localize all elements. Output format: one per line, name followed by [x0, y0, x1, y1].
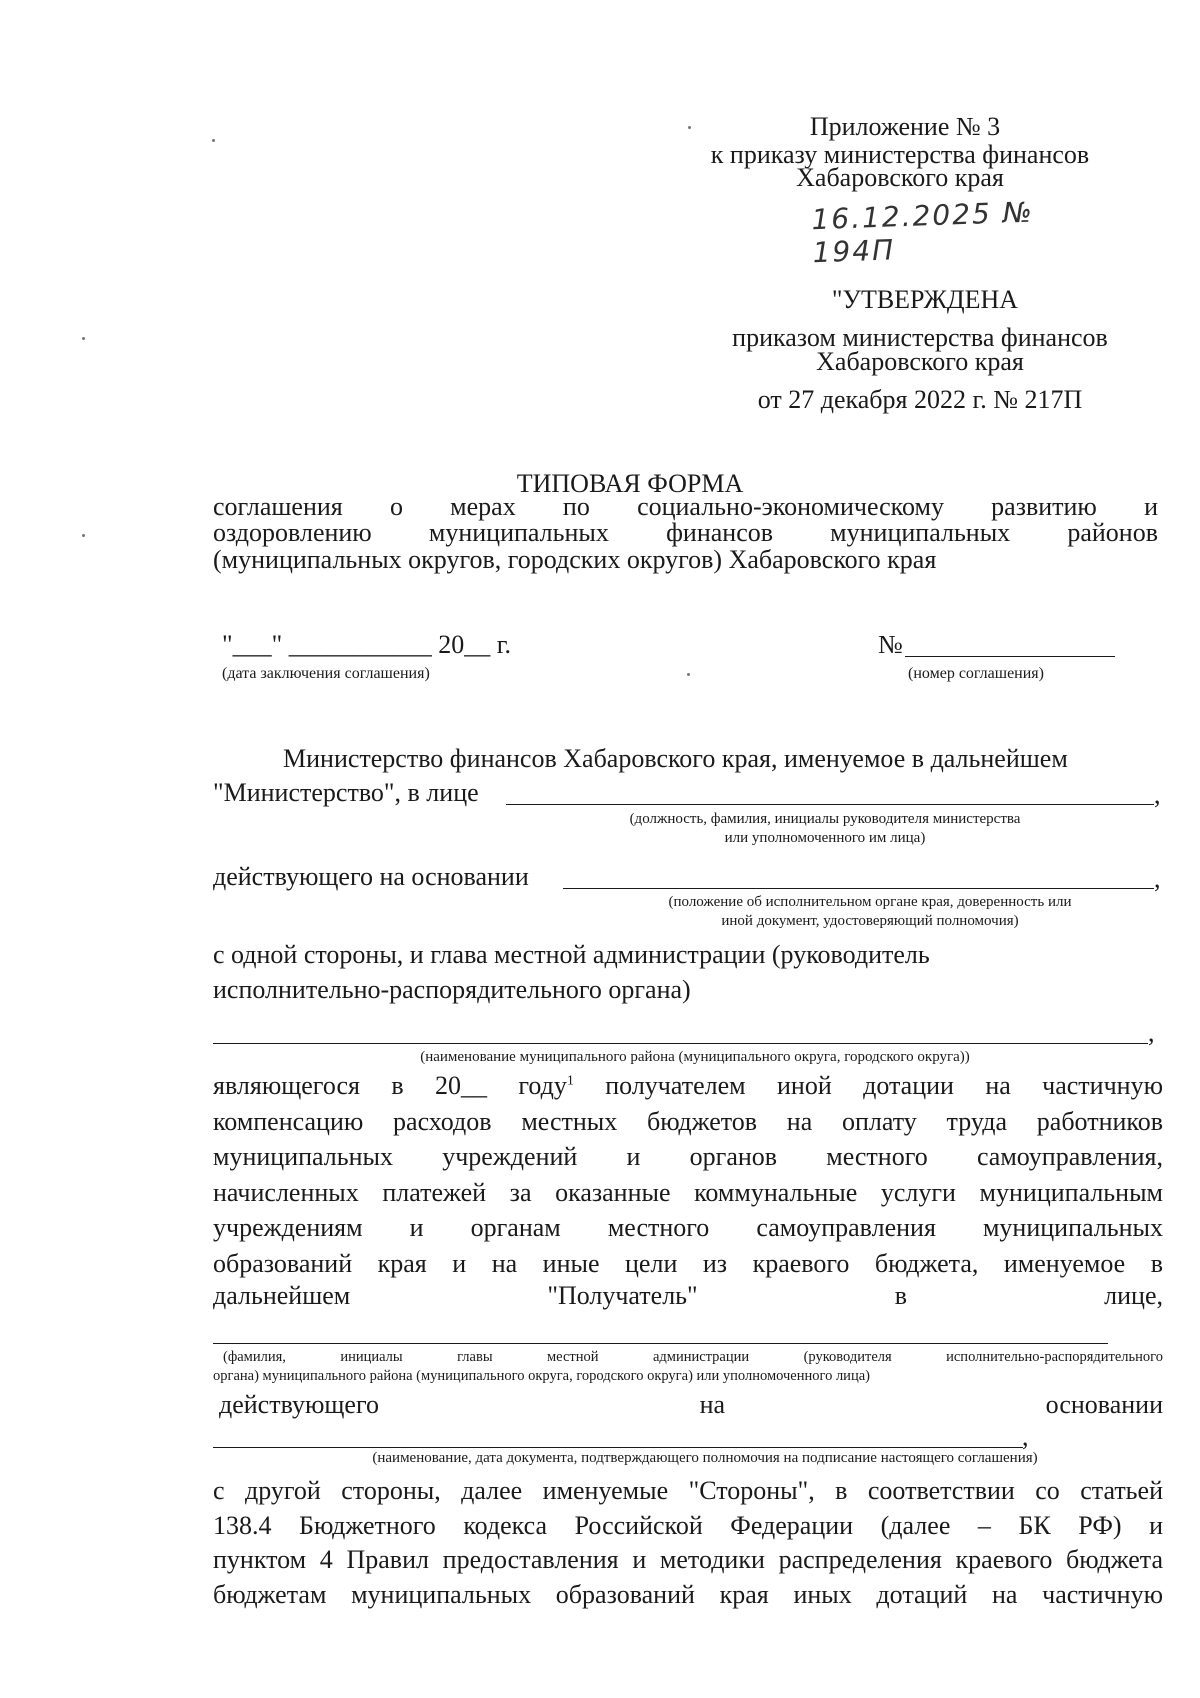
approved-date: от 27 декабря 2022 г. № 217П	[757, 385, 1083, 414]
comma: ,	[1154, 780, 1161, 809]
order-reference-line1: к приказу министерства финансов	[710, 140, 1090, 169]
paragraph-recipient-line5: учреждениям и органам местного самоуправления муниципальных	[213, 1213, 1163, 1242]
paragraph-parties-line1: с другой стороны, далее именуемые "Стороны", в соответствии со статьей	[213, 1476, 1163, 1505]
paragraph-ministry-line1: Министерство финансов Хабаровского края, именуемое в дальнейшем	[283, 744, 1068, 773]
caption-head-line2: органа) муниципального района (муниципального округа, городского округа) или уполномоченного лица)	[213, 1368, 870, 1384]
caption-ministry-line2: или уполномоченного им лица)	[724, 830, 926, 846]
municipality-name-line	[213, 1043, 1148, 1044]
paragraph-basis: действующего на основании	[213, 862, 529, 891]
word-basis: основании	[1045, 1390, 1163, 1419]
comma: ,	[1148, 1018, 1155, 1047]
scan-speck	[688, 126, 691, 129]
recipient-line1-start: являющегося в 20__ году	[213, 1071, 567, 1100]
approved-by-line2: Хабаровского края	[816, 347, 1024, 376]
comma: ,	[1154, 864, 1161, 893]
basis-line	[563, 888, 1154, 889]
caption-head-line1: (фамилия, инициалы главы местной администрации (руководителя исполнительно-распорядительного	[223, 1349, 1163, 1365]
paragraph-recipient-line3: муниципальных учреждений и органов местного самоуправления,	[213, 1142, 1163, 1171]
word-acting: действующего	[219, 1390, 379, 1419]
paragraph-ministry-line2: "Министерство", в лице	[213, 778, 479, 807]
recipient-line1-end: получателем иной дотации на частичную	[573, 1071, 1163, 1100]
comma: ,	[1022, 1422, 1029, 1451]
word-person: лице,	[1104, 1281, 1163, 1310]
agreement-number-caption: (номер соглашения)	[908, 665, 1044, 682]
paragraph-recipient	[213, 1068, 1163, 1281]
authority-document-line	[213, 1447, 1023, 1448]
caption-municipality: (наименование муниципального района (муниципального округа, городского округа))	[420, 1049, 970, 1065]
word-recipient: "Получатель"	[547, 1281, 698, 1310]
agreement-date-caption: (дата заключения соглашения)	[222, 665, 430, 682]
footnote-marker: 1	[566, 1073, 574, 1089]
head-name-line	[213, 1343, 1108, 1344]
order-reference-line2: Хабаровского края	[796, 163, 1004, 192]
handwritten-date-number: 16.12.2025 № 194П	[810, 195, 1035, 270]
form-subtitle-line1: соглашения о мерах по социально-экономическому развитию и	[213, 492, 1158, 521]
ministry-representative-line	[506, 804, 1154, 805]
scan-speck	[82, 337, 85, 340]
form-subtitle-line3: (муниципальных округов, городских округов) Хабаровского края	[213, 545, 937, 574]
paragraph-recipient-line4: начисленных платежей за оказанные коммунальные услуги муниципальным	[213, 1177, 1163, 1207]
caption-authority-document: (наименование, дата документа, подтверждающего полномочия на подписание настоящего соглашения)	[372, 1450, 1038, 1466]
agreement-number-line	[905, 656, 1115, 657]
paragraph-recipient-line1	[213, 1068, 1163, 1104]
agreement-number-sign: №	[878, 630, 903, 659]
scan-speck	[687, 673, 690, 676]
form-title: ТИПОВАЯ ФОРМА	[516, 469, 744, 498]
paragraph-parties-line2: 138.4 Бюджетного кодекса Российской Федерации (далее – БК РФ) и	[213, 1510, 1163, 1540]
caption-basis-line2: иной документ, удостоверяющий полномочия)	[721, 913, 1019, 929]
paragraph-head-line2: исполнительно-распорядительного органа)	[213, 975, 691, 1004]
agreement-date-field: "___" ___________ 20__ г.	[222, 630, 511, 659]
word-on: на	[699, 1390, 726, 1419]
word-further: дальнейшем	[213, 1281, 351, 1310]
approved-by-line1: приказом министерства финансов	[732, 323, 1108, 352]
form-subtitle	[213, 494, 1158, 574]
paragraph-parties-line3: пунктом 4 Правил предоставления и методики распределения краевого бюджета	[213, 1545, 1163, 1574]
scan-speck	[212, 139, 215, 142]
paragraph-recipient-line2: компенсацию расходов местных бюджетов на оплату труда работников	[213, 1106, 1163, 1136]
appendix-label: Приложение № 3	[809, 112, 1001, 141]
paragraph-recipient-line6: образований края и на иные цели из краевого бюджета, именуемое в	[213, 1248, 1163, 1278]
approved-heading: "УТВЕРЖДЕНА	[831, 285, 1019, 314]
paragraph-parties-line4: бюджетам муниципальных образований края иных дотаций на частичную	[213, 1579, 1163, 1609]
caption-basis-line1: (положение об исполнительном органе края, доверенность или	[668, 894, 1072, 910]
scan-speck	[82, 534, 85, 537]
form-subtitle-line2: оздоровлению муниципальных финансов муниципальных районов	[213, 518, 1158, 547]
paragraph-head-line1: с одной стороны, и глава местной администрации (руководитель	[213, 940, 930, 969]
paragraph-acting-basis	[219, 1390, 1163, 1420]
paragraph-parties	[213, 1474, 1163, 1612]
word-in: в	[894, 1281, 908, 1310]
paragraph-recipient-line7	[213, 1281, 1163, 1311]
caption-ministry-line1: (должность, фамилия, инициалы руководителя министерства	[629, 811, 1021, 827]
